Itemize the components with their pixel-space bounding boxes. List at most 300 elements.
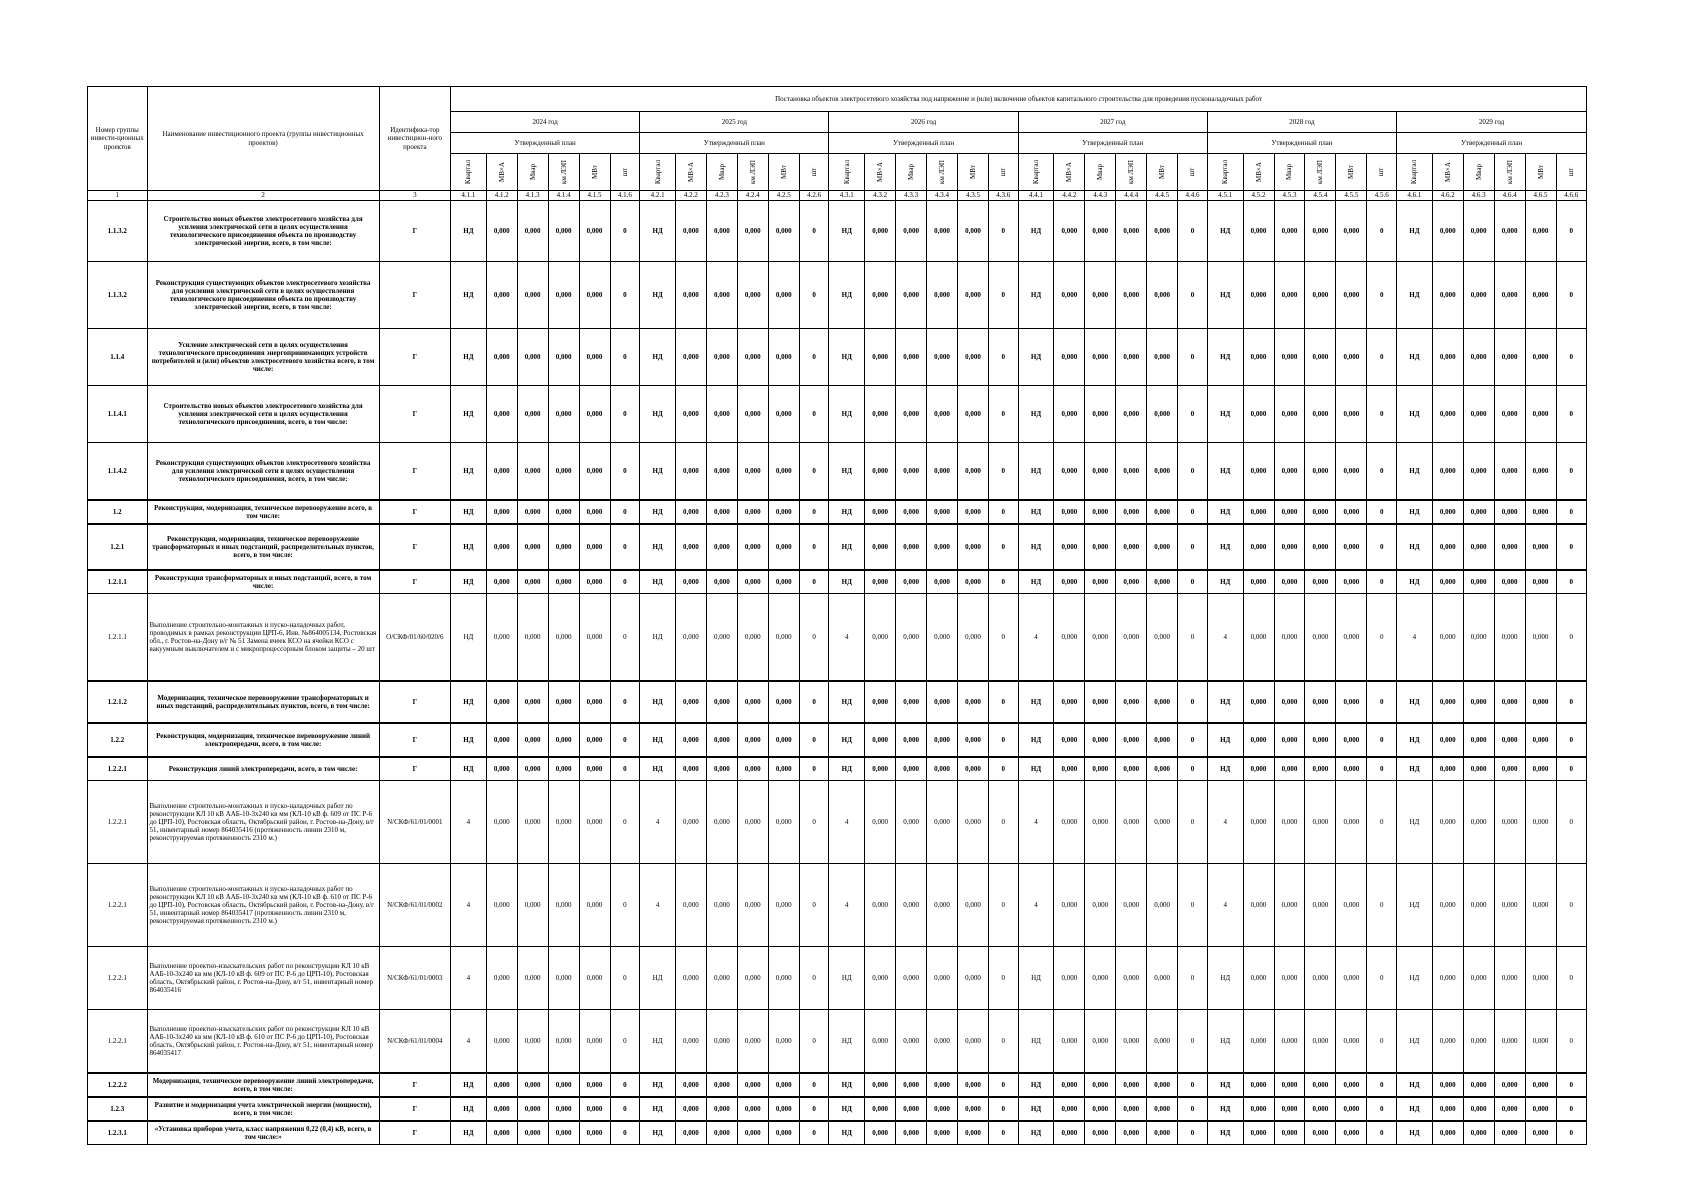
value-cell: 0,000	[1463, 723, 1494, 757]
value-cell: 0,000	[737, 681, 768, 723]
value-cell: 0	[988, 723, 1018, 757]
value-cell: 0,000	[768, 757, 799, 781]
table-row	[88, 864, 1587, 947]
value-cell: 0,000	[896, 864, 927, 947]
value-cell: 0,000	[1525, 681, 1556, 723]
value-cell: 0,000	[1525, 1121, 1556, 1145]
value-cell: 0	[610, 757, 640, 781]
value-cell: 0,000	[1116, 1097, 1147, 1121]
value-cell: 0,000	[768, 781, 799, 864]
value-cell: 0,000	[517, 947, 548, 1010]
value-cell: НД	[1018, 262, 1054, 329]
value-cell: 0	[610, 443, 640, 501]
value-cell: 0,000	[1243, 781, 1274, 864]
value-cell: 0,000	[1463, 386, 1494, 443]
value-cell: 0,000	[957, 329, 988, 386]
row-number: 1.1.4.2	[88, 443, 148, 501]
value-cell: НД	[640, 594, 676, 682]
value-cell: 0,000	[1085, 500, 1116, 524]
value-cell: 0	[1178, 262, 1208, 329]
value-cell: 0,000	[1494, 723, 1525, 757]
value-cell: 0,000	[1243, 500, 1274, 524]
value-cell: 0,000	[737, 757, 768, 781]
value-cell: 0,000	[548, 781, 579, 864]
value-cell: 0,000	[957, 262, 988, 329]
value-cell: 0,000	[1116, 262, 1147, 329]
value-cell: 0,000	[896, 781, 927, 864]
column-number: 4.3.6	[988, 191, 1018, 201]
value-cell: 0,000	[1054, 1010, 1085, 1074]
header-unit	[1463, 154, 1494, 191]
value-cell: 0	[610, 201, 640, 262]
value-cell: 0,000	[957, 723, 988, 757]
value-cell: 0,000	[517, 262, 548, 329]
value-cell: 0,000	[927, 781, 958, 864]
value-cell: НД	[1018, 1010, 1054, 1074]
value-cell: НД	[1397, 864, 1433, 947]
header-unit-label: Квартал	[464, 159, 473, 185]
header-unit	[1274, 154, 1305, 191]
value-cell: 0,000	[1243, 1121, 1274, 1145]
value-cell: 0	[799, 500, 829, 524]
value-cell: 0,000	[1463, 947, 1494, 1010]
header-unit-label: км ЛЭП	[937, 159, 946, 184]
value-cell: 0,000	[517, 723, 548, 757]
value-cell: 0,000	[1054, 524, 1085, 570]
value-cell: 0,000	[548, 594, 579, 682]
value-cell: 0,000	[1054, 262, 1085, 329]
value-cell: 0,000	[548, 201, 579, 262]
value-cell: 0,000	[1432, 500, 1463, 524]
value-cell: 0,000	[1274, 947, 1305, 1010]
value-cell: 0	[799, 524, 829, 570]
header-unit	[957, 154, 988, 191]
header-unit	[1116, 154, 1147, 191]
value-cell: 0,000	[1432, 386, 1463, 443]
value-cell: НД	[1397, 570, 1433, 594]
value-cell: 0	[1178, 1073, 1208, 1097]
value-cell: 0,000	[548, 947, 579, 1010]
header-unit-label: Мвар	[717, 163, 726, 181]
value-cell: 0	[988, 864, 1018, 947]
value-cell: 0,000	[1054, 329, 1085, 386]
value-cell: 0,000	[1305, 570, 1336, 594]
value-cell: 0	[610, 1121, 640, 1145]
row-project-name: Модернизация, техническое перевооружение трансформаторных и иных подстанций, распределительных пунктов, всего, в том числе:	[147, 681, 379, 723]
value-cell: 0,000	[1525, 781, 1556, 864]
value-cell: 0,000	[1494, 781, 1525, 864]
row-project-id: Г	[379, 443, 450, 501]
value-cell: 0,000	[768, 329, 799, 386]
header-project-id: Идентифика-тор инвестицион-ного проекта	[379, 87, 450, 191]
value-cell: 0,000	[1085, 1073, 1116, 1097]
value-cell: 0,000	[768, 262, 799, 329]
value-cell: 0,000	[1243, 524, 1274, 570]
value-cell: 0	[1178, 500, 1208, 524]
value-cell: 0,000	[865, 757, 896, 781]
row-project-id: Г	[379, 723, 450, 757]
header-unit	[1432, 154, 1463, 191]
value-cell: 0,000	[548, 1073, 579, 1097]
value-cell: 0,000	[1305, 329, 1336, 386]
header-unit-label: Квартал	[1031, 159, 1040, 185]
value-cell: НД	[829, 681, 865, 723]
value-cell: 0,000	[927, 594, 958, 682]
header-unit	[675, 154, 706, 191]
value-cell: 0,000	[1274, 1121, 1305, 1145]
value-cell: 0,000	[1116, 1010, 1147, 1074]
value-cell: НД	[1397, 1097, 1433, 1121]
value-cell: 4	[640, 781, 676, 864]
value-cell: 0,000	[486, 1010, 517, 1074]
value-cell: 0	[988, 594, 1018, 682]
value-cell: НД	[1018, 386, 1054, 443]
value-cell: 0	[1178, 681, 1208, 723]
header-unit-label: Квартал	[842, 159, 851, 185]
value-cell: 0,000	[896, 723, 927, 757]
value-cell: 4	[829, 594, 865, 682]
value-cell: 0,000	[1336, 594, 1367, 682]
value-cell: 0,000	[706, 723, 737, 757]
value-cell: 0	[1178, 570, 1208, 594]
value-cell: 0,000	[1336, 386, 1367, 443]
header-unit-label: МВт	[968, 165, 977, 179]
value-cell: 0,000	[957, 1073, 988, 1097]
value-cell: 0,000	[1085, 201, 1116, 262]
value-cell: 0,000	[1147, 681, 1178, 723]
value-cell: 0,000	[548, 500, 579, 524]
value-cell: 0	[1556, 570, 1586, 594]
value-cell: 0	[610, 864, 640, 947]
row-project-name: «Установка приборов учета, класс напряжения 0,22 (0,4) кВ, всего, в том числе:»	[147, 1121, 379, 1145]
header-unit-label: Мвар	[528, 163, 537, 181]
value-cell: 0,000	[927, 524, 958, 570]
value-cell: НД	[1397, 947, 1433, 1010]
value-cell: 0,000	[1305, 723, 1336, 757]
value-cell: 0,000	[768, 524, 799, 570]
column-number: 4.4.1	[1018, 191, 1054, 201]
value-cell: 0	[1556, 1073, 1586, 1097]
value-cell: 0,000	[579, 1121, 610, 1145]
value-cell: НД	[1018, 723, 1054, 757]
value-cell: 0,000	[957, 947, 988, 1010]
value-cell: 0,000	[675, 329, 706, 386]
value-cell: 0,000	[957, 443, 988, 501]
value-cell: НД	[1397, 500, 1433, 524]
header-unit	[610, 154, 640, 191]
value-cell: 0,000	[865, 1121, 896, 1145]
value-cell: 0	[1556, 781, 1586, 864]
value-cell: 0,000	[1054, 1073, 1085, 1097]
value-cell: НД	[451, 1073, 487, 1097]
value-cell: 0,000	[1432, 864, 1463, 947]
value-cell: НД	[451, 329, 487, 386]
value-cell: НД	[1397, 329, 1433, 386]
value-cell: 0,000	[1494, 443, 1525, 501]
value-cell: 0	[1178, 947, 1208, 1010]
value-cell: 0,000	[768, 947, 799, 1010]
value-cell: 0,000	[486, 329, 517, 386]
header-unit	[517, 154, 548, 191]
value-cell: 0,000	[737, 781, 768, 864]
value-cell: НД	[640, 524, 676, 570]
value-cell: 0,000	[1525, 723, 1556, 757]
value-cell: 0,000	[896, 947, 927, 1010]
value-cell: 0,000	[1336, 1097, 1367, 1121]
header-plan-4: Утвержденный план	[1207, 133, 1396, 154]
value-cell: 0,000	[706, 1121, 737, 1145]
value-cell: 0,000	[1085, 386, 1116, 443]
header-unit-label: шт	[620, 167, 629, 177]
column-number: 4.4.2	[1054, 191, 1085, 201]
value-cell: НД	[640, 1121, 676, 1145]
value-cell: 0	[1178, 723, 1208, 757]
value-cell: 0,000	[1305, 386, 1336, 443]
value-cell: 0	[610, 681, 640, 723]
value-cell: 0,000	[1054, 500, 1085, 524]
value-cell: НД	[1397, 524, 1433, 570]
value-cell: 0,000	[1305, 1097, 1336, 1121]
header-unit	[1305, 154, 1336, 191]
value-cell: 0,000	[1243, 681, 1274, 723]
header-unit	[1525, 154, 1556, 191]
value-cell: 0,000	[1336, 1073, 1367, 1097]
value-cell: 0,000	[768, 1010, 799, 1074]
value-cell: 0,000	[1336, 947, 1367, 1010]
value-cell: 0,000	[896, 524, 927, 570]
row-project-id: Г	[379, 201, 450, 262]
row-number: 1.2.1.1	[88, 594, 148, 682]
column-number: 4.1.2	[486, 191, 517, 201]
value-cell: НД	[1397, 681, 1433, 723]
value-cell: 0,000	[1494, 329, 1525, 386]
value-cell: 0,000	[1463, 864, 1494, 947]
value-cell: 0,000	[1085, 262, 1116, 329]
value-cell: 0,000	[896, 681, 927, 723]
value-cell: 0,000	[706, 681, 737, 723]
value-cell: 0	[610, 262, 640, 329]
value-cell: 0,000	[957, 757, 988, 781]
value-cell: 0,000	[865, 262, 896, 329]
value-cell: 0,000	[896, 1097, 927, 1121]
row-number: 1.2.2.1	[88, 1010, 148, 1074]
value-cell: 0	[988, 524, 1018, 570]
value-cell: НД	[1207, 386, 1243, 443]
value-cell: 0,000	[1274, 757, 1305, 781]
header-unit-label: МВ×А	[876, 162, 885, 182]
value-cell: 0,000	[486, 781, 517, 864]
value-cell: 0,000	[1494, 201, 1525, 262]
header-unit	[1085, 154, 1116, 191]
value-cell: НД	[1397, 443, 1433, 501]
value-cell: 0,000	[548, 329, 579, 386]
value-cell: НД	[1018, 681, 1054, 723]
value-cell: 0,000	[1054, 947, 1085, 1010]
row-project-name: Реконструкция, модернизация, техническое перевооружение линий электропередачи, всего, в том числе:	[147, 723, 379, 757]
value-cell: 0,000	[1147, 864, 1178, 947]
table-row	[88, 781, 1587, 864]
value-cell: 0,000	[706, 1097, 737, 1121]
value-cell: 0	[799, 570, 829, 594]
value-cell: 0,000	[1147, 1073, 1178, 1097]
value-cell: 0,000	[1494, 524, 1525, 570]
value-cell: 0,000	[579, 329, 610, 386]
value-cell: 0,000	[706, 329, 737, 386]
value-cell: 0,000	[1085, 723, 1116, 757]
value-cell: 0	[1556, 262, 1586, 329]
value-cell: 0,000	[737, 594, 768, 682]
value-cell: 0,000	[1116, 947, 1147, 1010]
value-cell: 0,000	[486, 524, 517, 570]
value-cell: 0,000	[957, 681, 988, 723]
value-cell: 0,000	[1463, 500, 1494, 524]
value-cell: 0,000	[1085, 443, 1116, 501]
value-cell: 0	[1178, 201, 1208, 262]
value-cell: 0,000	[1305, 524, 1336, 570]
value-cell: 0,000	[1116, 781, 1147, 864]
value-cell: 0,000	[1274, 594, 1305, 682]
value-cell: 0,000	[579, 1010, 610, 1074]
value-cell: 0,000	[896, 386, 927, 443]
value-cell: 0	[1367, 262, 1397, 329]
value-cell: 0,000	[1432, 201, 1463, 262]
value-cell: 0,000	[1085, 1010, 1116, 1074]
header-unit-label: МВ×А	[1254, 162, 1263, 182]
value-cell: 0,000	[1432, 723, 1463, 757]
value-cell: 0	[1556, 524, 1586, 570]
value-cell: 0,000	[1274, 681, 1305, 723]
column-number: 4.6.5	[1525, 191, 1556, 201]
value-cell: 0	[1178, 386, 1208, 443]
column-number: 4.6.2	[1432, 191, 1463, 201]
header-unit	[579, 154, 610, 191]
value-cell: 0,000	[486, 1121, 517, 1145]
value-cell: 0,000	[957, 201, 988, 262]
value-cell: 0,000	[957, 500, 988, 524]
row-project-name: Реконструкция трансформаторных и иных подстанций, всего, в том числе:	[147, 570, 379, 594]
row-number: 1.2.2.1	[88, 864, 148, 947]
value-cell: 0,000	[1085, 570, 1116, 594]
column-number: 4.2.6	[799, 191, 829, 201]
value-cell: 0,000	[1147, 1121, 1178, 1145]
header-unit-label: МВ×А	[686, 162, 695, 182]
value-cell: 0,000	[1432, 1010, 1463, 1074]
value-cell: 0	[799, 1121, 829, 1145]
header-unit-label: Квартал	[1410, 159, 1419, 185]
value-cell: 0	[1178, 443, 1208, 501]
value-cell: 0,000	[737, 329, 768, 386]
value-cell: НД	[829, 570, 865, 594]
value-cell: 0,000	[1305, 864, 1336, 947]
value-cell: НД	[1207, 201, 1243, 262]
value-cell: 0,000	[486, 757, 517, 781]
value-cell: НД	[640, 329, 676, 386]
table-row	[88, 524, 1587, 570]
value-cell: НД	[829, 201, 865, 262]
row-number: 1.2.1.1	[88, 570, 148, 594]
value-cell: 0,000	[579, 681, 610, 723]
value-cell: 0,000	[1494, 757, 1525, 781]
value-cell: НД	[451, 443, 487, 501]
value-cell: 0	[988, 781, 1018, 864]
value-cell: 0,000	[737, 947, 768, 1010]
value-cell: 0,000	[1432, 594, 1463, 682]
value-cell: 0,000	[579, 570, 610, 594]
value-cell: 0,000	[1463, 757, 1494, 781]
value-cell: 0,000	[957, 570, 988, 594]
value-cell: НД	[1397, 262, 1433, 329]
value-cell: 0,000	[548, 1097, 579, 1121]
value-cell: 0,000	[768, 443, 799, 501]
value-cell: 0	[1556, 201, 1586, 262]
value-cell: НД	[640, 500, 676, 524]
value-cell: НД	[1018, 500, 1054, 524]
column-number: 4.3.4	[927, 191, 958, 201]
value-cell: 4	[1018, 864, 1054, 947]
value-cell: 0,000	[1054, 864, 1085, 947]
value-cell: 0,000	[1085, 1097, 1116, 1121]
value-cell: НД	[640, 681, 676, 723]
value-cell: 0	[1367, 443, 1397, 501]
value-cell: 0,000	[1494, 386, 1525, 443]
value-cell: 0,000	[927, 757, 958, 781]
value-cell: 0,000	[486, 1097, 517, 1121]
value-cell: 0	[988, 500, 1018, 524]
value-cell: 0,000	[768, 570, 799, 594]
value-cell: 0	[1367, 329, 1397, 386]
value-cell: 0,000	[1054, 570, 1085, 594]
row-project-name: Реконструкция существующих объектов электросетевого хозяйства для усиления электрической сети в целях осуществления технологического присоединения, всего, в том числе:	[147, 443, 379, 501]
value-cell: 0	[799, 201, 829, 262]
value-cell: 0,000	[1494, 864, 1525, 947]
value-cell: 0,000	[1116, 443, 1147, 501]
table-row	[88, 947, 1587, 1010]
value-cell: 0,000	[1085, 781, 1116, 864]
value-cell: 0,000	[957, 1010, 988, 1074]
value-cell: 0,000	[927, 443, 958, 501]
value-cell: 0,000	[486, 262, 517, 329]
value-cell: 0,000	[486, 681, 517, 723]
value-cell: 0,000	[1305, 1010, 1336, 1074]
header-unit	[1018, 154, 1054, 191]
value-cell: 0,000	[927, 864, 958, 947]
row-project-id: N/СКФ/61/01/0002	[379, 864, 450, 947]
value-cell: 0,000	[1525, 864, 1556, 947]
value-cell: 0,000	[579, 443, 610, 501]
value-cell: 0,000	[579, 757, 610, 781]
value-cell: 0,000	[1243, 443, 1274, 501]
value-cell: 0,000	[1305, 201, 1336, 262]
value-cell: 0,000	[1525, 386, 1556, 443]
value-cell: 0,000	[1432, 1073, 1463, 1097]
row-number: 1.2.3	[88, 1097, 148, 1121]
value-cell: 0,000	[517, 594, 548, 682]
value-cell: 0	[799, 1010, 829, 1074]
value-cell: 4	[451, 1010, 487, 1074]
value-cell: 0,000	[1274, 386, 1305, 443]
header-unit-label: шт	[999, 167, 1008, 177]
value-cell: 0	[988, 757, 1018, 781]
value-cell: 0,000	[737, 500, 768, 524]
value-cell: 0	[1367, 1010, 1397, 1074]
value-cell: 0	[610, 500, 640, 524]
value-cell: 0,000	[675, 681, 706, 723]
value-cell: НД	[1018, 443, 1054, 501]
value-cell: 0,000	[548, 864, 579, 947]
value-cell: 0,000	[1336, 524, 1367, 570]
value-cell: НД	[1018, 1097, 1054, 1121]
row-number: 1.2.2.1	[88, 781, 148, 864]
